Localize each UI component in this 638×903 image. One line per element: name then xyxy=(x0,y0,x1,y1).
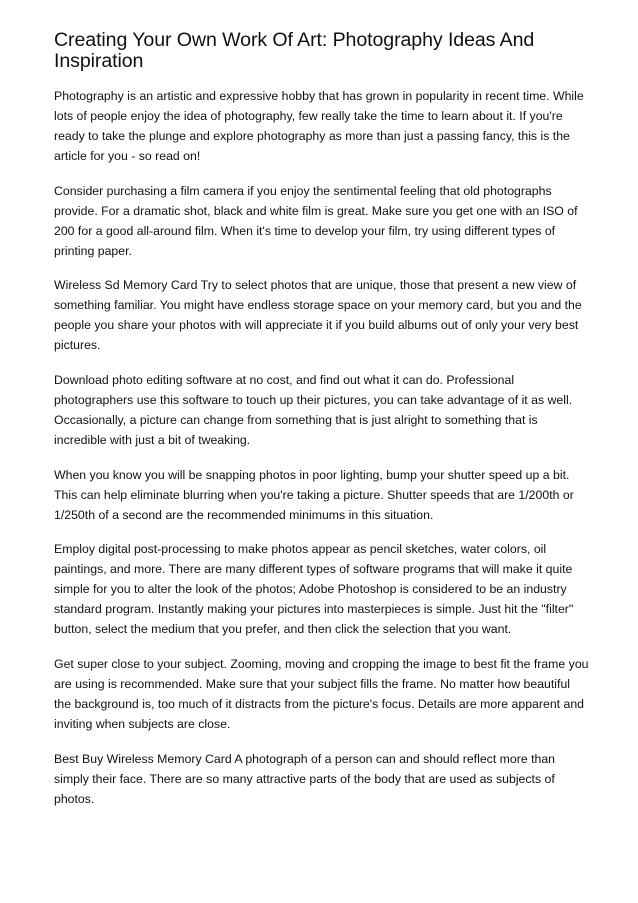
paragraph-unique-photos: Wireless Sd Memory Card Try to select photos that are unique, those that present a new view of something familiar. You might have endless storage space on your memory card, but you and the people you share your photos with will appreciate it if you build albums out of only your very best pictures. xyxy=(54,278,582,353)
paragraph-intro: Photography is an artistic and expressive hobby that has grown in popularity in recent time. While lots of people enjoy the idea of photography, few really take the time to learn about it. If you're ready to take the plunge and explore photography as more than just a passing fancy, this is the article for you - so read on! xyxy=(54,89,584,163)
paragraph-editing-software: Download photo editing software at no cost, and find out what it can do. Professional photographers use this software to touch up their pictures, you can take advantage of it as well. Occasionally, a picture can change from something that is just alright to something that is incredible with just a bit of tweaking. xyxy=(54,373,573,448)
paragraph-close-subject: Get super close to your subject. Zooming, moving and cropping the image to best fit the frame you are using is recommended. Make sure that your subject fills the frame. No matter how beautiful the background is, too much of it distracts from the picture's focus. Details are more apparent and inviting when subjects are close. xyxy=(54,657,589,732)
paragraph-person-photo: Best Buy Wireless Memory Card A photograph of a person can and should reflect more than simply their face. There are so many attractive parts of the body that are used as subjects of photos. xyxy=(54,751,556,806)
paragraph-shutter-speed: When you know you will be snapping photos in poor lighting, bump your shutter speed up a bit. This can help eliminate blurring when you're taking a picture. Shutter speeds that are 1/200th or 1/250th of a second are the recommended minimums in this situation. xyxy=(54,467,574,522)
paragraph-post-processing: Employ digital post-processing to make photos appear as pencil sketches, water colors, oil paintings, and more. There are many different types of software programs that will make it quite simple for you to alter the look of the photos; Adobe Photoshop is considered to be an industry standard program. Instantly making your pictures into masterpieces is simple. Just hit the "filter" button, select the medium that you prefer, and then click the selection that you want. xyxy=(54,542,574,637)
document-page xyxy=(54,30,590,824)
page-title: Creating Your Own Work Of Art: Photography Ideas And Inspiration xyxy=(54,29,535,72)
paragraph-film-camera: Consider purchasing a film camera if you enjoy the sentimental feeling that old photographs provide. For a dramatic shot, black and white film is great. Make sure you get one with an ISO of 200 for a good all-around film. When it's time to develop your film, try using different types of printing paper. xyxy=(54,183,578,258)
